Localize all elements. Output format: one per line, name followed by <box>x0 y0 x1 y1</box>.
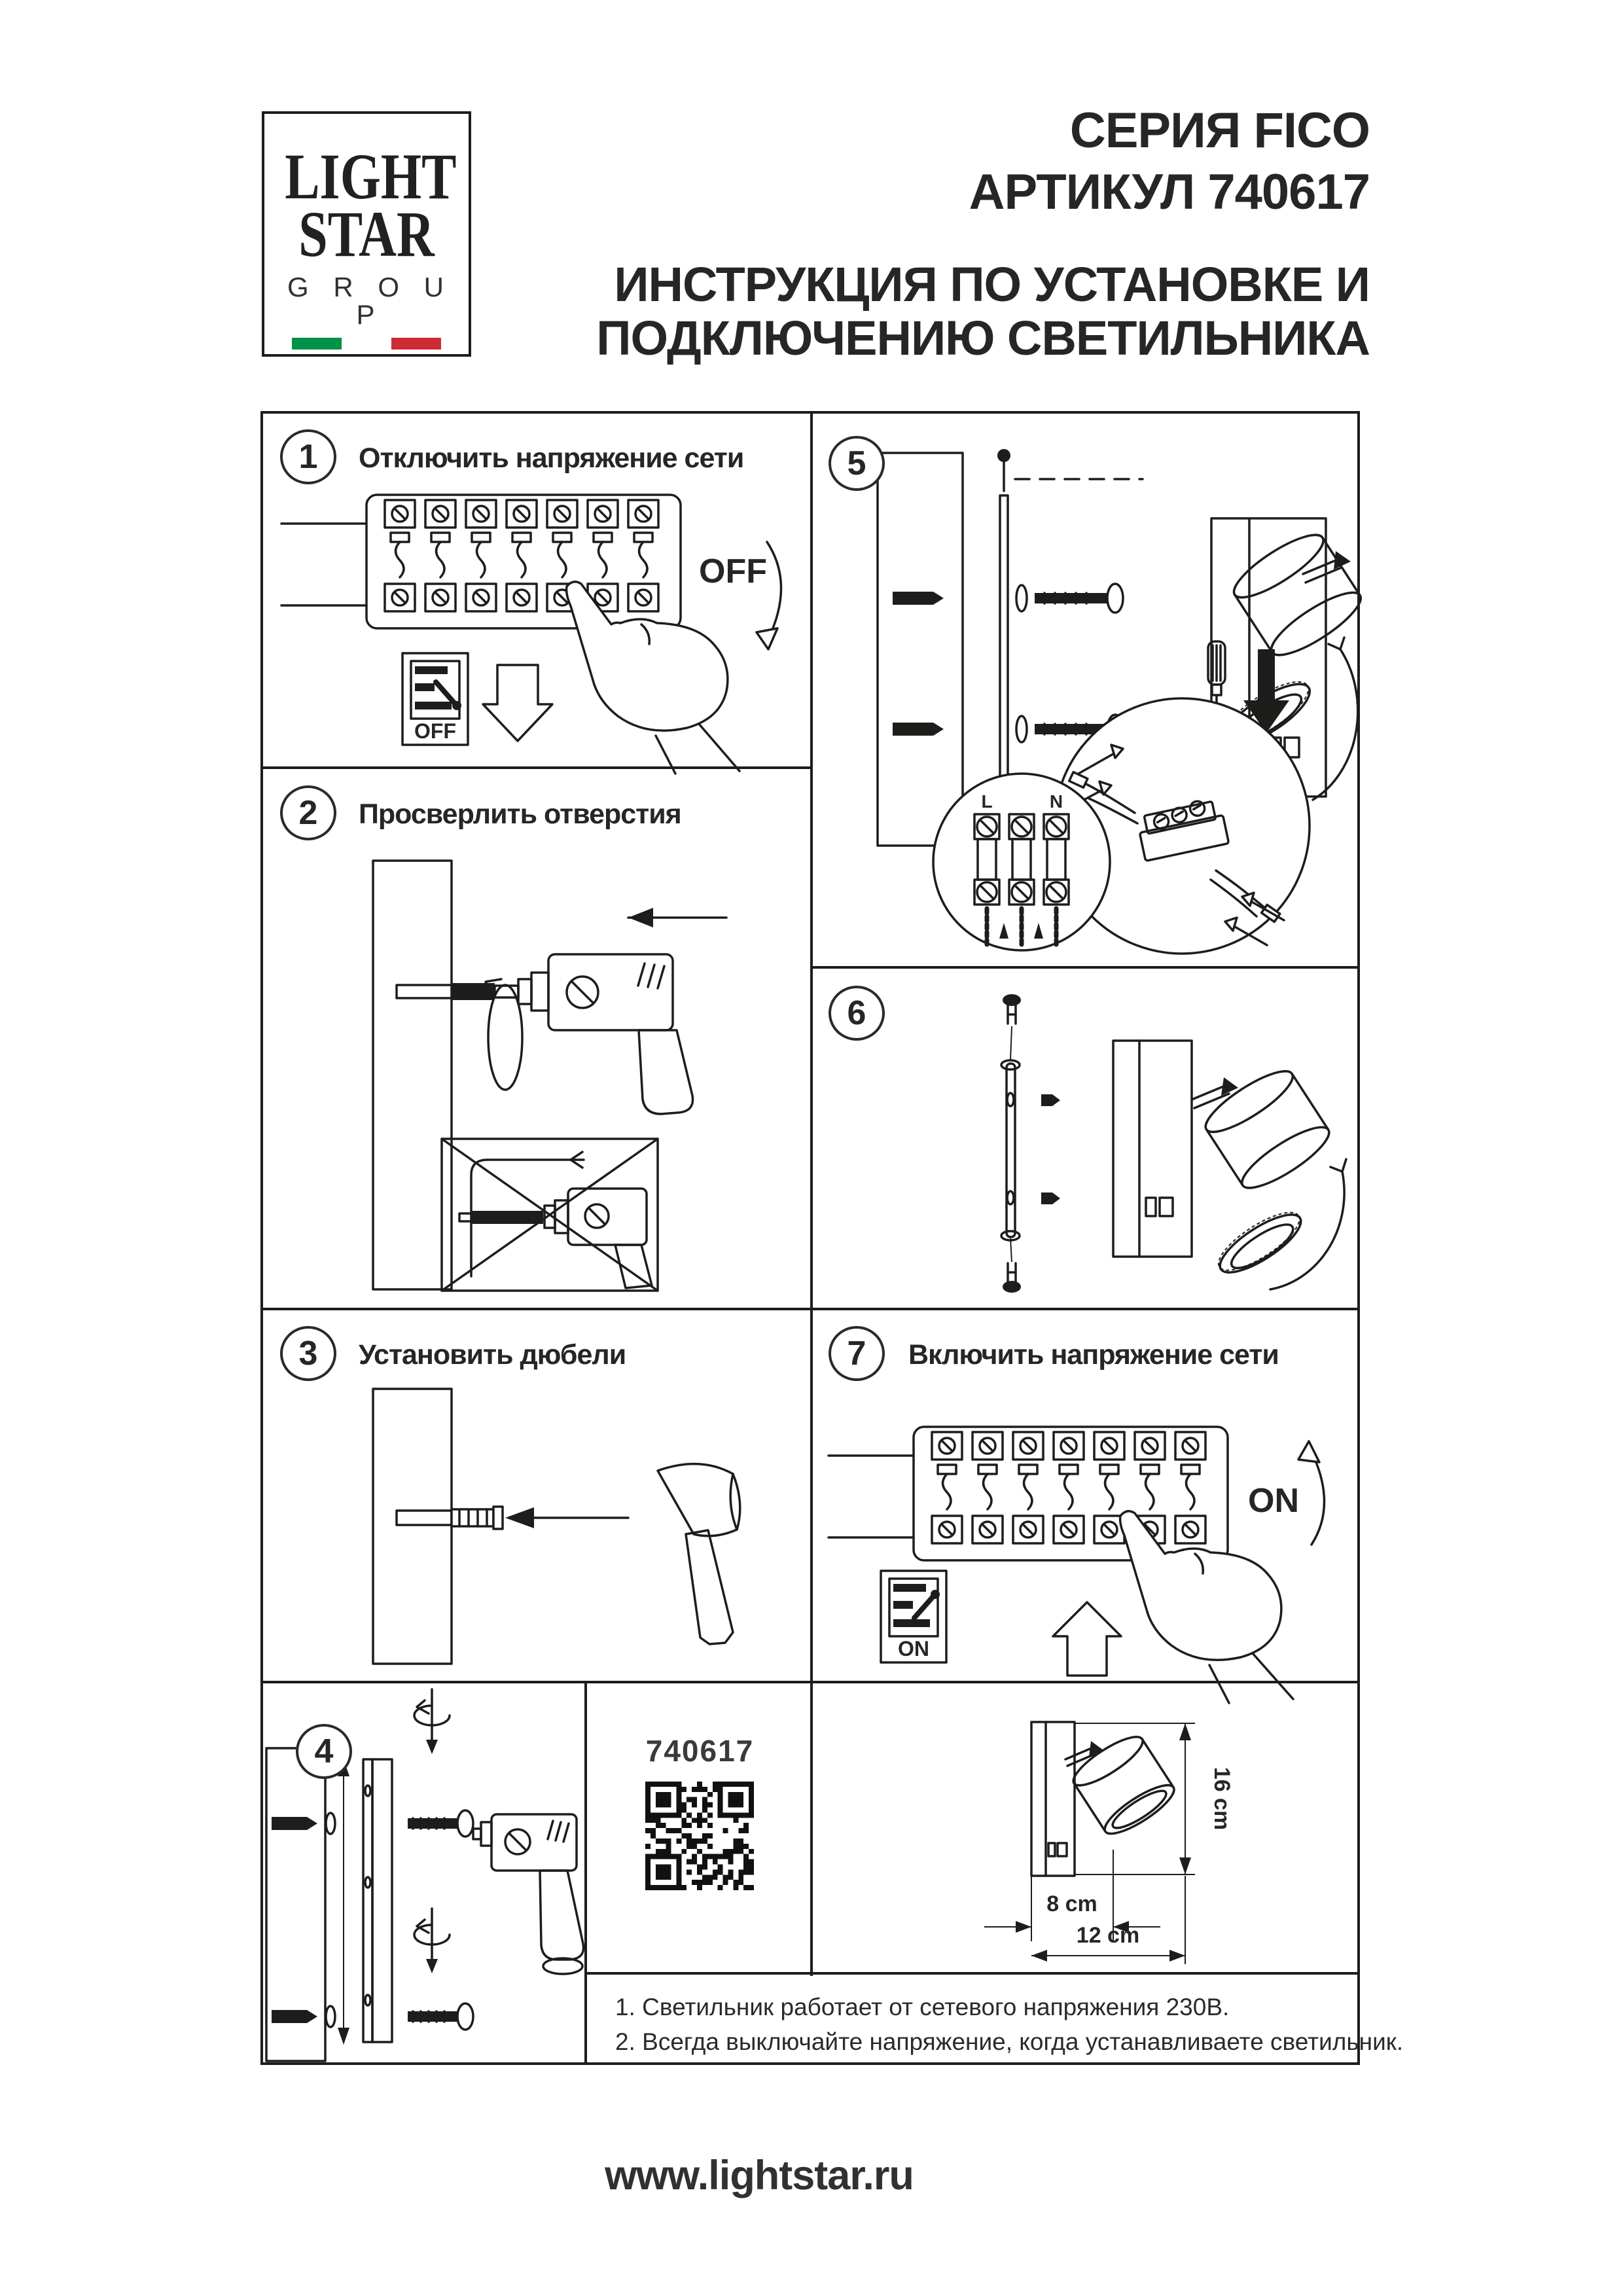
grid-line-row5 <box>810 966 1360 969</box>
step2-number: 2 <box>280 785 336 840</box>
step1-number: 1 <box>280 429 336 484</box>
article-title: АРТИКУЛ 740617 <box>969 164 1370 220</box>
breaker-panel <box>281 495 681 628</box>
note-2: 2. Всегда выключайте напряжение, когда устанавливаете светильник. <box>615 2028 1404 2055</box>
on-switch-icon <box>881 1571 946 1662</box>
step2-illustration <box>275 857 798 1296</box>
series-title: СЕРИЯ FICO <box>1069 103 1370 158</box>
height-dimension <box>338 1759 349 2045</box>
step7-title: Включить напряжение сети <box>908 1339 1279 1371</box>
flag-red <box>391 338 441 350</box>
italian-flag-stripe <box>292 338 441 350</box>
off-label: OFF <box>699 552 767 590</box>
insert-arrow <box>505 1507 628 1528</box>
on-label: ON <box>1248 1482 1299 1520</box>
lamp-head <box>1192 1062 1346 1289</box>
no-drill-warning <box>442 1139 658 1291</box>
note-1: 1. Светильник работает от сетевого напряжения 230В. <box>615 1994 1230 2020</box>
grid-line-top <box>260 411 1360 414</box>
step5-illustration <box>815 433 1355 965</box>
top-screw <box>1003 994 1021 1060</box>
screws <box>408 1810 473 2030</box>
terminal-l-label: L <box>981 791 993 812</box>
step1-title: Отключить напряжение сети <box>359 442 744 474</box>
drill <box>473 1814 584 1974</box>
step2-title: Просверлить отверстия <box>359 798 681 830</box>
drill <box>397 954 693 1114</box>
qr-code <box>645 1782 754 1890</box>
wall <box>373 1389 452 1664</box>
off-icon-label: OFF <box>414 719 456 743</box>
width-dimension <box>1031 1876 1185 1964</box>
grid-line-notes <box>584 1972 1360 1975</box>
instruction-title-line1: ИНСТРУКЦИЯ ПО УСТАНОВКЕ И <box>614 257 1370 312</box>
grid-line-row2 <box>260 1308 1360 1310</box>
logo-word-light: LIGHT <box>285 140 457 213</box>
website-url: www.lightstar.ru <box>605 2153 914 2198</box>
step7-illustration <box>815 1388 1355 1678</box>
height-dimension <box>1075 1723 1234 1874</box>
notes <box>615 1990 1403 2059</box>
logo-word-group: G R O U P <box>287 272 452 330</box>
grid-line-row3 <box>260 1681 1360 1683</box>
mounting-strip <box>1001 1060 1060 1240</box>
height-label: 16 cm <box>1209 1767 1234 1831</box>
push-arrow <box>628 908 726 927</box>
hammer <box>658 1464 740 1644</box>
dowel <box>397 1507 503 1529</box>
on-icon-label: ON <box>898 1637 929 1660</box>
flag-white <box>342 338 391 350</box>
rotate-up-arrow <box>1298 1441 1325 1545</box>
grid-line-right <box>1357 412 1360 2065</box>
article-number: 740617 <box>645 1734 755 1768</box>
grid-line-left <box>260 412 263 2065</box>
grid-line-qr <box>584 1682 587 2065</box>
step6-number: 6 <box>829 986 885 1041</box>
step6-illustration <box>815 982 1355 1305</box>
step3-illustration <box>275 1382 798 1670</box>
step7-number: 7 <box>829 1326 885 1381</box>
step3-number: 3 <box>280 1326 336 1381</box>
hand <box>1120 1511 1293 1703</box>
step1-illustration <box>275 484 798 779</box>
mounting-bracket <box>363 1759 392 2042</box>
lamp-base <box>1113 1041 1192 1257</box>
width-label: 12 cm <box>1076 1923 1140 1948</box>
lamp-side-view <box>1031 1722 1180 1876</box>
step5-number: 5 <box>829 436 885 491</box>
big-up-arrow <box>1053 1602 1121 1676</box>
logo-word-star: STAR <box>298 198 435 270</box>
lightstar-logo <box>262 111 471 357</box>
bottom-screw <box>1003 1238 1021 1293</box>
terminal-n-label: N <box>1049 791 1063 812</box>
wall <box>878 453 963 846</box>
flag-green <box>292 338 342 350</box>
breaker-panel <box>829 1427 1228 1560</box>
big-down-arrow <box>483 665 552 741</box>
wall <box>373 861 452 1289</box>
screw-rotation-icons <box>414 1689 450 1973</box>
depth-label: 8 cm <box>1046 1892 1097 1916</box>
instruction-title-line2: ПОДКЛЮЧЕНИЮ СВЕТИЛЬНИКА <box>596 311 1370 365</box>
dimensions-drawing <box>815 1686 1355 1969</box>
step4-number: 4 <box>296 1724 352 1779</box>
step3-title: Установить дюбели <box>359 1339 626 1371</box>
off-switch-icon <box>402 653 468 745</box>
